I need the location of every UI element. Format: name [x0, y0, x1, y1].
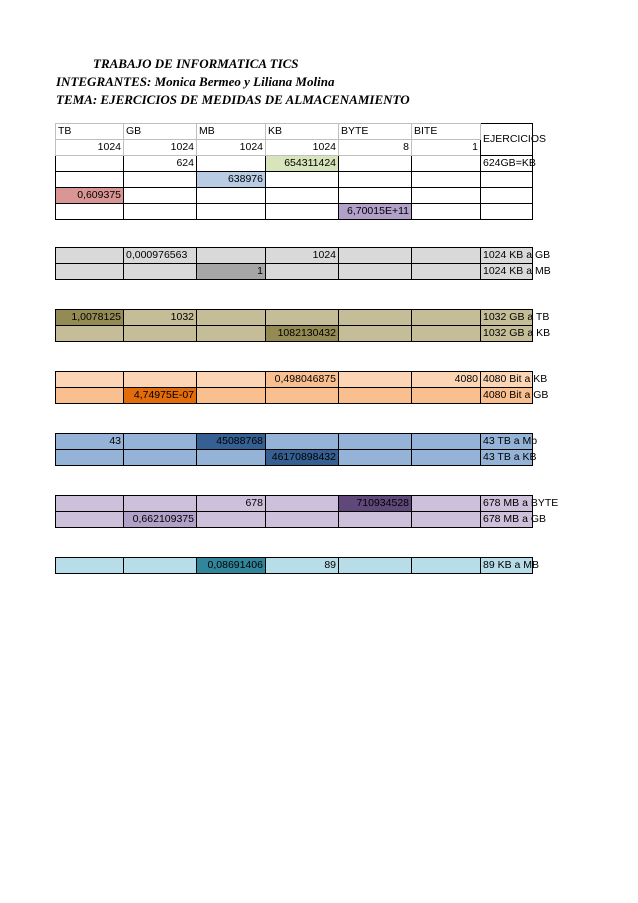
cell: 1: [412, 140, 481, 156]
conversion-table-kb-mb: [55, 557, 540, 574]
cell: 4080: [412, 372, 481, 388]
header-tb: TB: [56, 124, 124, 140]
cell: 0,498046875: [266, 372, 339, 388]
cell: 46170898432: [266, 450, 339, 466]
cell: 678: [197, 496, 266, 512]
header-kb: KB: [266, 124, 339, 140]
exercise-label: 4080 Bit a GB: [481, 388, 533, 404]
cell: 0,662109375: [124, 512, 197, 528]
exercise-label: 1024 KB a MB: [481, 264, 533, 280]
header-bite: BITE: [412, 124, 481, 140]
cell: 43: [56, 434, 124, 450]
cell: 8: [339, 140, 412, 156]
cell: 89: [266, 558, 339, 574]
conversion-table-mb: [55, 495, 559, 528]
document-topic: TEMA: EJERCICIOS DE MEDIDAS DE ALMACENAMIENTO: [56, 92, 410, 107]
header-mb: MB: [197, 124, 266, 140]
cell: 0,609375: [56, 188, 124, 204]
cell: 1082130432: [266, 326, 339, 342]
cell: 1032: [124, 310, 197, 326]
cell: 1024: [56, 140, 124, 156]
cell: 1024: [266, 140, 339, 156]
ejercicios-header: EJERCICIOS: [481, 124, 533, 156]
exercise-label: 624GB=KB: [481, 156, 533, 172]
exercise-label: 1024 KB a GB: [481, 248, 533, 264]
document-title: TRABAJO DE INFORMATICA TICS: [93, 56, 299, 71]
cell: 1024: [266, 248, 339, 264]
cell: 0,08691406: [197, 558, 266, 574]
exercise-label: 43 TB a KB: [481, 450, 533, 466]
cell: 710934528: [339, 496, 412, 512]
cell: 638976: [197, 172, 266, 188]
conversion-table-kb: [55, 247, 551, 280]
cell: 4,74975E-07: [124, 388, 197, 404]
conversion-table-gb: [55, 309, 551, 342]
cell: 45088768: [197, 434, 266, 450]
cell: 654311424: [266, 156, 339, 172]
exercise-label: 1032 GB a KB: [481, 326, 533, 342]
cell: 1,0078125: [56, 310, 124, 326]
exercise-label: 678 MB a BYTE: [481, 496, 533, 512]
header-gb: GB: [124, 124, 197, 140]
cell: 1: [197, 264, 266, 280]
team-members: INTEGRANTES: Monica Bermeo y Liliana Molina: [56, 74, 335, 89]
cell: 1024: [124, 140, 197, 156]
conversion-table-main: [55, 123, 547, 220]
cell: 6,70015E+11: [339, 204, 412, 220]
conversion-table-tb: [55, 433, 538, 466]
exercise-label: 4080 Bit a KB: [481, 372, 533, 388]
cell: 624: [124, 156, 197, 172]
exercise-label: 678 MB a GB: [481, 512, 533, 528]
cell: 0,000976563: [124, 248, 197, 264]
header-byte: BYTE: [339, 124, 412, 140]
conversion-table-bit: [55, 371, 549, 404]
cell: 1024: [197, 140, 266, 156]
exercise-label: 43 TB a Mb: [481, 434, 533, 450]
exercise-label: 89 KB a MB: [481, 558, 533, 574]
exercise-label: 1032 GB a TB: [481, 310, 533, 326]
